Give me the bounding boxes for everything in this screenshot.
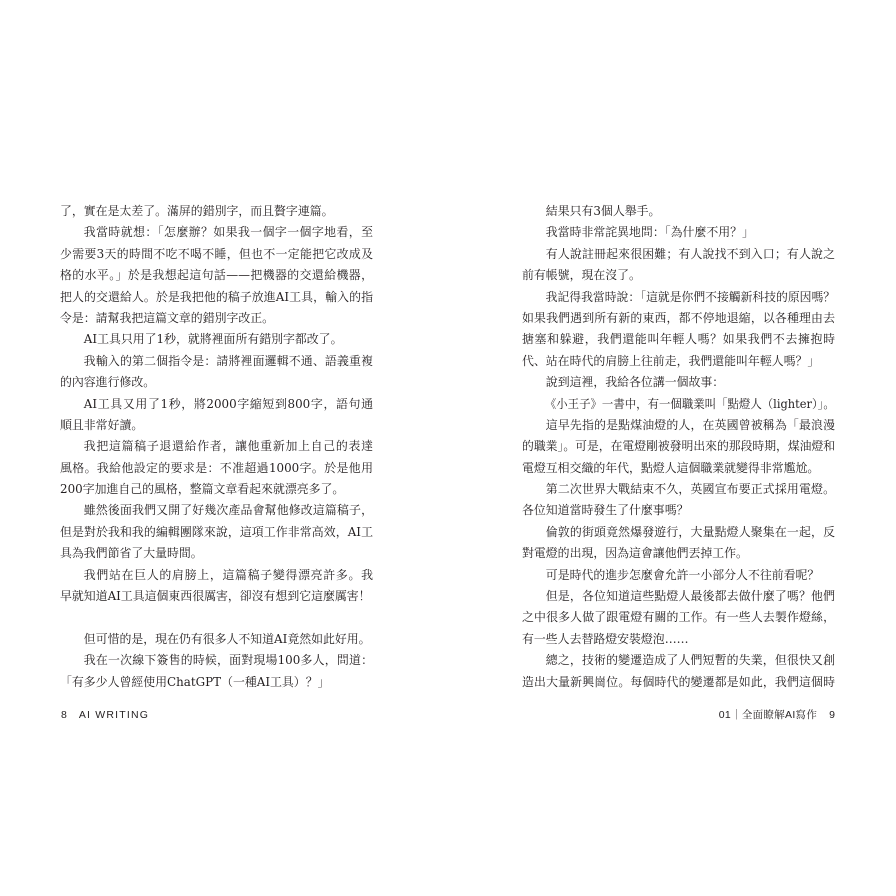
paragraph <box>60 222 373 329</box>
text-line: 之中很多人做了跟電燈有關的工作。有一些人去製作燈絲， <box>522 610 835 625</box>
text-line: 我在一次線下簽售的時候，面對現場100多人，問道： <box>83 653 373 668</box>
text-line: 有人說註冊起來很困難；有人說找不到入口；有人說之 <box>545 246 835 261</box>
text-line: 前有帳號，現在沒了。 <box>522 268 641 283</box>
paragraph <box>60 201 373 222</box>
page-number: 9 <box>829 709 835 721</box>
paragraph <box>60 436 373 500</box>
paragraph <box>60 500 373 564</box>
right-page-footer <box>719 707 835 723</box>
paragraph <box>60 351 373 394</box>
paragraph <box>522 522 835 565</box>
text-line: 風格。我給他設定的要求是：不准超過1000字。於是他用 <box>60 460 373 475</box>
text-line: 有一些人去替路燈安裝燈泡…… <box>522 631 689 646</box>
text-line: 說到這裡，我給各位講一個故事： <box>545 375 725 390</box>
text-line: 搪塞和躲避，我們還能叫年輕人嗎？如果我們不去擁抱時 <box>522 332 835 347</box>
text-line: 的內容進行修改。 <box>60 375 156 390</box>
paragraph <box>522 372 835 393</box>
text-line: 雖然後面我們又開了好幾次產品會幫他修改這篇稿子， <box>83 503 373 518</box>
text-line: 但是，各位知道這些點燈人最後都去做什麼了嗎？他們 <box>545 589 835 604</box>
text-line: AI工具又用了1秒，將2000字縮短到800字，語句通 <box>83 396 373 411</box>
text-line: 我記得我當時說：「這就是你們不接觸新科技的原因嗎？ <box>545 289 836 304</box>
paragraph <box>522 244 835 287</box>
text-line: 但可惜的是，現在仍有很多人不知道AI竟然如此好用。 <box>83 631 371 646</box>
paragraph <box>60 565 373 608</box>
paragraph <box>522 586 835 650</box>
paragraph <box>60 329 373 350</box>
paragraph <box>522 394 835 415</box>
running-head: 01｜全面瞭解AI寫作 <box>718 709 818 721</box>
running-head: AI WRITING <box>78 709 150 721</box>
text-line: 200字加進自己的風格，整篇文章看起來就漂亮多了。 <box>60 482 345 497</box>
paragraph <box>522 222 835 243</box>
text-line: 《小王子》一書中，有一個職業叫「點燈人（lighter）」。 <box>544 396 835 411</box>
text-section <box>60 201 373 607</box>
text-line: 「有多少人曾經使用ChatGPT（一種AI工具）？」 <box>60 674 330 689</box>
text-line: 如果我們遇到所有新的東西，都不停地退縮，以各種理由去 <box>522 310 835 325</box>
text-line: 的職業」。可是，在電燈剛被發明出來的那段時期，煤油燈和 <box>522 439 836 454</box>
text-line: 這早先指的是點煤油燈的人，在英國曾被稱為「最浪漫 <box>545 417 835 432</box>
paragraph <box>522 201 835 222</box>
text-line: 但是對於我和我的編輯團隊來說，這項工作非常高效，AI工 <box>60 524 373 539</box>
text-line: 順且非常好讀。 <box>60 417 144 432</box>
text-line: AI工具只用了1秒，就將裡面所有錯別字都改了。 <box>83 332 343 347</box>
paragraph <box>60 394 373 437</box>
paragraph <box>522 287 835 373</box>
text-line: 總之，技術的變遷造成了人們短暫的失業，但很快又創 <box>545 653 835 668</box>
paragraph <box>60 629 373 650</box>
text-line: 倫敦的街頭竟然爆發遊行，大量點燈人聚集在一起，反 <box>545 524 835 539</box>
paragraph <box>60 650 373 693</box>
text-line: 早就知道AI工具這個東西很厲害，卻沒有想到它這麼厲害！ <box>60 589 371 604</box>
text-line: 電燈互相交織的年代，點燈人這個職業就變得非常尷尬。 <box>522 460 820 475</box>
page-number: 8 <box>61 709 67 721</box>
text-line: 格的水平。」於是我想起這句話——把機器的交還給機器， <box>60 268 373 283</box>
text-line: 令是：請幫我把這篇文章的錯別字改正。 <box>60 310 275 325</box>
text-line: 我把這篇稿子退還給作者，讓他重新加上自己的表達 <box>83 439 373 454</box>
right-page-body <box>522 201 835 693</box>
text-line: 各位知道當時發生了什麼事嗎？ <box>522 503 689 518</box>
text-line: 結果只有3個人舉手。 <box>545 204 661 218</box>
text-line: 少需要3天的時間不吃不喝不睡，但也不一定能把它改成及 <box>60 246 373 261</box>
left-page-body <box>60 201 373 693</box>
text-line: 可是時代的進步怎麼會允許一小部分人不往前看呢？ <box>545 567 820 582</box>
text-line: 把人的交還給人。於是我把他的稿子放進AI工具，輸入的指 <box>60 289 373 304</box>
paragraph <box>522 565 835 586</box>
text-line: 了，實在是太差了。滿屏的錯別字，而且贅字連篇。 <box>60 204 334 218</box>
text-line: 我輸入的第二個指令是：請將裡面邏輯不通、語義重複 <box>83 353 373 368</box>
text-line: 造出大量新興崗位。每個時代的變遷都是如此，我們這個時 <box>522 674 835 689</box>
text-section <box>522 201 835 693</box>
text-line: 我們站在巨人的肩膀上，這篇稿子變得漂亮許多。我 <box>83 567 373 582</box>
paragraph <box>522 650 835 693</box>
text-section <box>60 629 373 693</box>
text-line: 我當時就想：「怎麼辦？如果我一個字一個字地看，至 <box>83 225 373 240</box>
text-line: 我當時非常詫異地問：「為什麼不用？」 <box>545 225 754 240</box>
text-line: 對電燈的出現，因為這會讓他們丟掉工作。 <box>522 546 748 561</box>
text-line: 具為我們節省了大量時間。 <box>60 546 203 561</box>
paragraph <box>522 479 835 522</box>
text-line: 第二次世界大戰結束不久，英國宣布要正式採用電燈。 <box>545 482 835 497</box>
paragraph <box>522 415 835 479</box>
left-page-footer <box>61 707 149 723</box>
text-line: 代、站在時代的肩膀上往前走，我們還能叫年輕人嗎？」 <box>522 353 820 368</box>
